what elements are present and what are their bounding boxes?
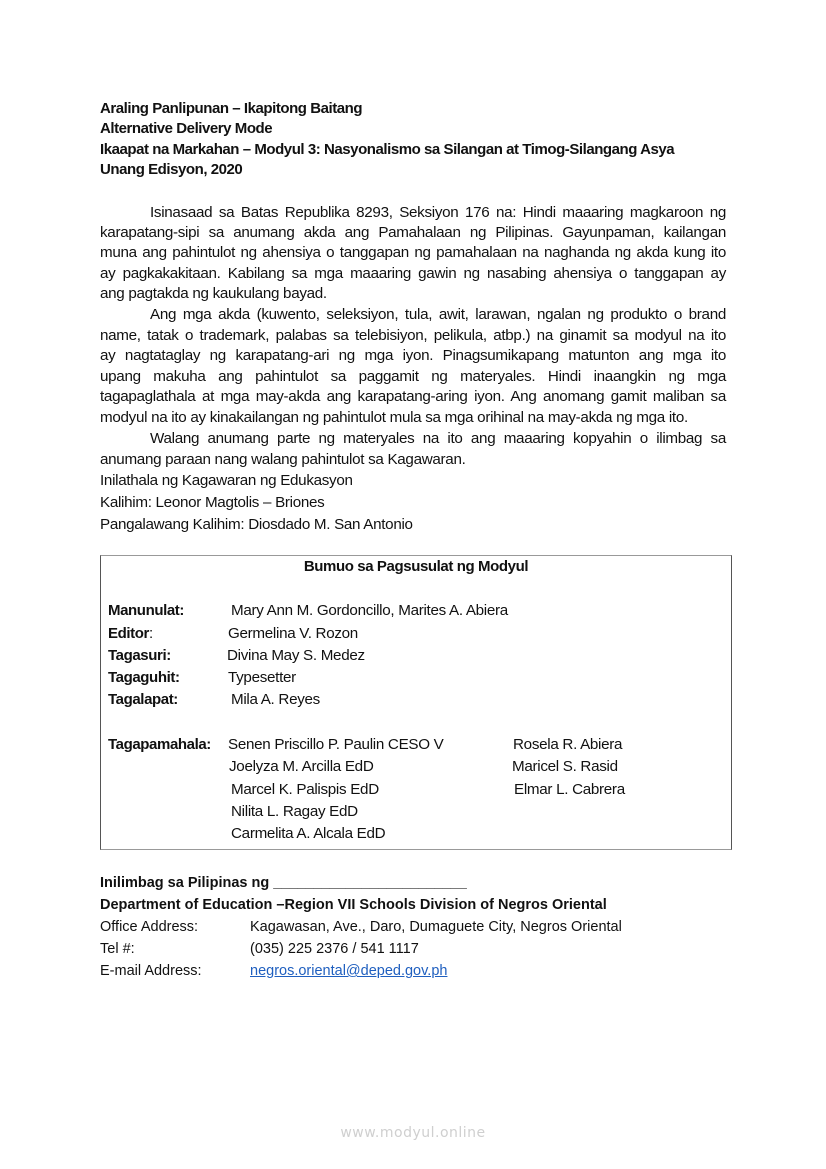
management-member: Rosela R. Abiera: [513, 736, 623, 753]
editor-value: Germelina V. Rozon: [228, 625, 358, 642]
watermark: www.modyul.online: [340, 1125, 486, 1141]
management-member: Maricel S. Rasid: [512, 758, 618, 775]
printed-in-line: Inilimbag sa Pilipinas ng ________________________: [100, 875, 467, 891]
office-address-label: Office Address:: [100, 919, 199, 935]
tel-label: Tel #:: [100, 941, 135, 957]
undersecretary-line: Pangalawang Kalihim: Diosdado M. San Antonio: [100, 516, 413, 533]
office-address-value: Kagawasan, Ave., Daro, Dumaguete City, Negros Oriental: [250, 919, 622, 935]
paragraph-line: name, tatak o trademark, palabas sa telebisiyon, pelikula, atbp.) na ginamit sa modyul na ito: [100, 327, 726, 344]
paragraph-line: ay pagkakakitaan. Kabilang sa mga maaaring gawin ng nasabing ahensiya o tanggapan ay: [100, 265, 726, 282]
paragraph-line: ang pagtakda ng kaukulang bayad.: [100, 285, 327, 302]
management-member: Senen Priscillo P. Paulin CESO V: [228, 736, 444, 753]
editor-label-colon: :: [148, 625, 153, 642]
management-member: Carmelita A. Alcala EdD: [231, 825, 386, 842]
module-title: Ikaapat na Markahan – Modyul 3: Nasyonalismo sa Silangan at Timog-Silangang Asya: [100, 141, 675, 158]
paragraph-line: tagapaglathala at mga may-akda ang karapatang-aring iyon. Ang anomang gamit maliban sa: [100, 388, 726, 405]
editor-label: [108, 625, 153, 642]
illustrator-label: Tagaguhit:: [108, 669, 180, 686]
management-member: Elmar L. Cabrera: [514, 781, 625, 798]
reviewer-value: Divina May S. Medez: [227, 647, 365, 664]
paragraph-line: anumang paraan nang walang pahintulot sa Kagawaran.: [100, 451, 466, 468]
management-member: Marcel K. Palispis EdD: [231, 781, 379, 798]
delivery-mode: Alternative Delivery Mode: [100, 120, 273, 137]
tel-value: (035) 225 2376 / 541 1117: [250, 941, 419, 957]
writer-value: Mary Ann M. Gordoncillo, Marites A. Abiera: [231, 602, 508, 619]
email-link[interactable]: negros.oriental@deped.gov.ph: [250, 963, 448, 979]
paragraph-line: upang makuha ang pahintulot sa paggamit ng materyales. Hindi inaangkin ng mga: [100, 368, 726, 385]
credits-box: [100, 555, 732, 850]
edition: Unang Edisyon, 2020: [100, 161, 243, 178]
management-member: Nilita L. Ragay EdD: [231, 803, 358, 820]
paragraph-line: modyul na ito ay kinakailangan ng pahintulot mula sa mga orihinal na may-akda ng mga ito.: [100, 409, 688, 426]
paragraph-line: Isinasaad sa Batas Republika 8293, Seksiyon 176 na: Hindi maaaring magkaroon ng: [150, 204, 726, 221]
illustrator-value: Typesetter: [228, 669, 296, 686]
publisher-line: Inilathala ng Kagawaran ng Edukasyon: [100, 472, 353, 489]
management-label: Tagapamahala:: [108, 736, 211, 753]
subject-title: Araling Panlipunan – Ikapitong Baitang: [100, 100, 363, 117]
paragraph-line: karapatang-sipi sa anumang akda ang Pamahalaan ng Pilipinas. Gayunpaman, kailangan: [100, 224, 726, 241]
paragraph-line: muna ang pahintulot ng ahensiya o tanggapan ng pamahalaan na naghanda ng akda kung ito: [100, 244, 726, 261]
layout-artist-value: Mila A. Reyes: [231, 691, 320, 708]
paragraph-line: Ang mga akda (kuwento, seleksiyon, tula, awit, larawan, ngalan ng produkto o brand: [150, 306, 726, 323]
department-line: Department of Education –Region VII Schools Division of Negros Oriental: [100, 897, 607, 913]
layout-artist-label: Tagalapat:: [108, 691, 178, 708]
editor-label-text: Editor: [108, 625, 149, 642]
management-member: Joelyza M. Arcilla EdD: [229, 758, 374, 775]
credits-title: Bumuo sa Pagsusulat ng Modyul: [303, 558, 529, 575]
reviewer-label: Tagasuri:: [108, 647, 171, 664]
paragraph-line: Walang anumang parte ng materyales na ito ang maaaring kopyahin o ilimbag sa: [150, 430, 726, 447]
paragraph-line: ay nagtataglay ng karapatang-ari ng mga iyon. Pinagsumikapang matunton ang mga ito: [100, 347, 726, 364]
writer-label: Manunulat:: [108, 602, 184, 619]
secretary-line: Kalihim: Leonor Magtolis – Briones: [100, 494, 325, 511]
email-label: E-mail Address:: [100, 963, 202, 979]
